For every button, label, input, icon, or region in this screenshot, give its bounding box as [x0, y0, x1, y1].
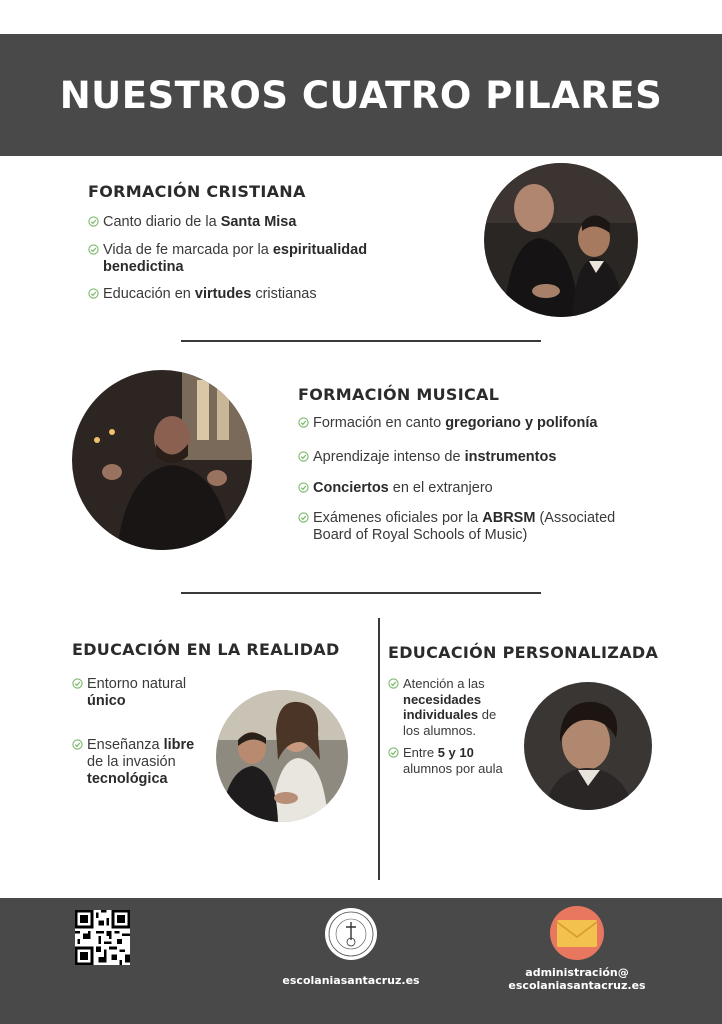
check-circle-icon: [298, 482, 309, 493]
section-divider: [181, 592, 541, 594]
check-circle-icon: [298, 417, 309, 428]
website-link[interactable]: escolaniasantacruz.es: [282, 974, 420, 987]
list-item: Enseñanza libre de la invasión tecnológica: [72, 737, 212, 788]
boy-reading-photo: [524, 682, 652, 810]
list-item: Formación en canto gregoriano y polifonía: [298, 415, 643, 432]
qr-code-icon[interactable]: [75, 910, 130, 965]
envelope-icon: [550, 906, 604, 960]
educacion-realidad-list: [72, 676, 212, 788]
check-circle-icon: [72, 739, 83, 750]
page-title: NUESTROS CUATRO PILARES: [59, 74, 663, 117]
email-link[interactable]: administración@ escolaniasantacruz.es: [508, 966, 646, 992]
priest-teaching-boy-photo: [484, 163, 638, 317]
list-item: Educación en virtudes cristianas: [88, 286, 428, 303]
choir-director-photo: [72, 370, 252, 550]
educacion-realidad-title: EDUCACIÓN EN LA REALIDAD: [72, 640, 340, 659]
mail-circle[interactable]: [550, 906, 604, 960]
formacion-cristiana-title: FORMACIÓN CRISTIANA: [88, 182, 306, 201]
header-banner: [0, 34, 722, 156]
educacion-personalizada-title: EDUCACIÓN PERSONALIZADA: [388, 643, 659, 662]
list-item: Aprendizaje intenso de instrumentos: [298, 449, 643, 466]
teacher-with-boy-photo: [216, 690, 348, 822]
seal-logo-icon: [325, 908, 377, 960]
list-item: Atención a las necesidades individuales de los alumnos.: [388, 676, 508, 738]
column-divider: [378, 618, 380, 880]
list-item: Entre 5 y 10 alumnos por aula: [388, 745, 508, 776]
list-item: Exámenes oficiales por la ABRSM (Associated Board of Royal Schools of Music): [298, 510, 643, 544]
list-item: Vida de fe marcada por la espiritualidad benedictina: [88, 242, 428, 276]
section-divider: [181, 340, 541, 342]
formacion-cristiana-list: [88, 214, 428, 303]
educacion-personalizada-list: [388, 676, 508, 776]
formacion-musical-list: [298, 415, 643, 544]
check-circle-icon: [88, 244, 99, 255]
check-circle-icon: [88, 216, 99, 227]
check-circle-icon: [88, 288, 99, 299]
check-circle-icon: [72, 678, 83, 689]
list-item: Canto diario de la Santa Misa: [88, 214, 428, 231]
footer: [0, 898, 722, 1024]
list-item: Entorno natural único: [72, 676, 212, 710]
check-circle-icon: [388, 747, 399, 758]
check-circle-icon: [298, 451, 309, 462]
check-circle-icon: [298, 512, 309, 523]
list-item: Conciertos en el extranjero: [298, 480, 643, 497]
check-circle-icon: [388, 678, 399, 689]
formacion-musical-title: FORMACIÓN MUSICAL: [298, 385, 500, 404]
